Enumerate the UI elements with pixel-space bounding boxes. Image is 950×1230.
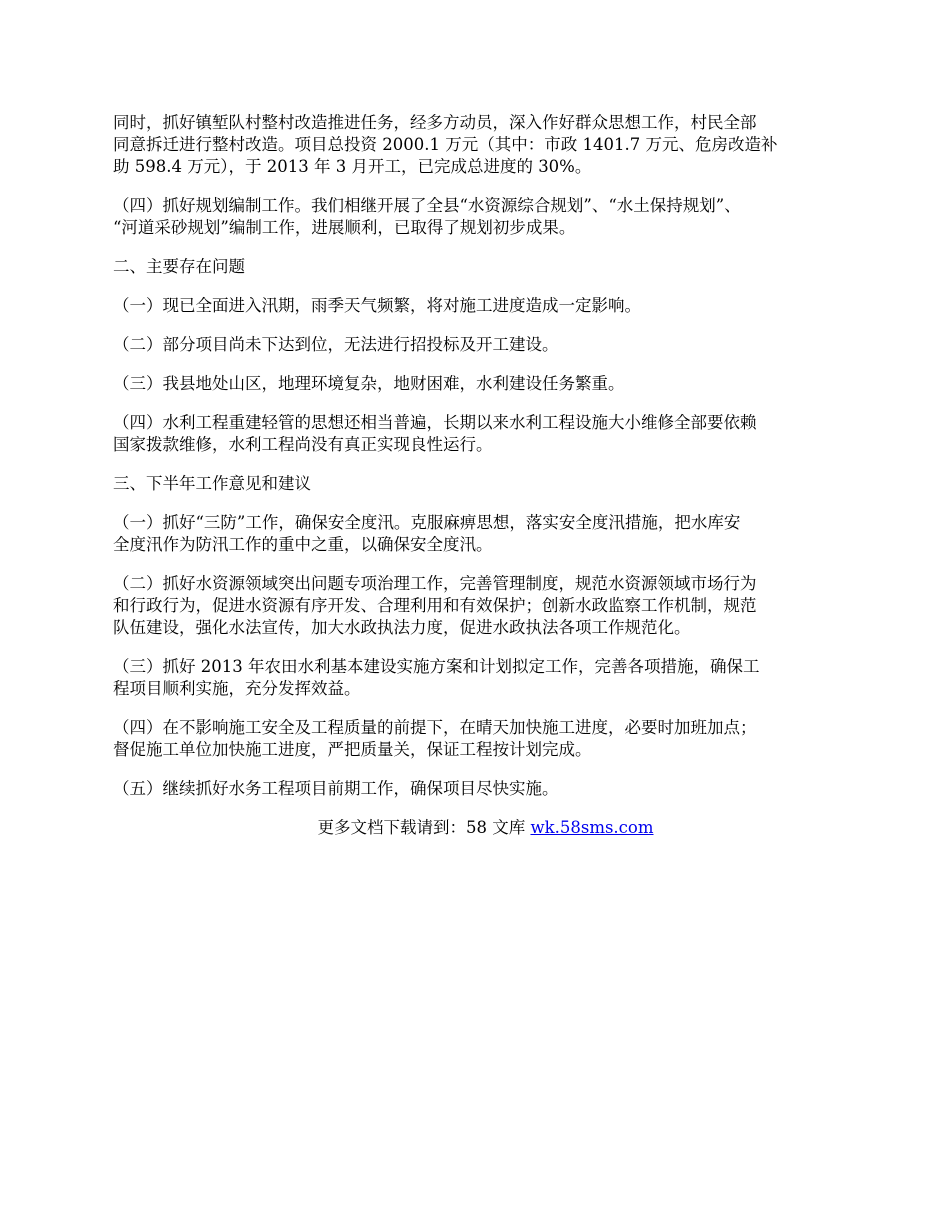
problem-item-4: （四）水利工程重建轻管的思想还相当普遍，长期以来水利工程设施大小维修全部要依赖 国家拨款维修，水利工程尚没有真正实现良性运行。 <box>113 413 757 454</box>
paragraph-planning-work: （四）抓好规划编制工作。我们相继开展了全县“水资源综合规划”、“水土保持规划”、 “河道采砂规划”编制工作，进展顺利，已取得了规划初步成果。 <box>113 196 741 237</box>
footer-link[interactable]: wk.58sms.com <box>530 818 654 837</box>
suggestion-item-5: （五）继续抓好水务工程项目前期工作，确保项目尽快实施。 <box>113 779 559 798</box>
suggestion-item-1: （一）抓好“三防”工作，确保安全度汛。克服麻痹思想，落实安全度汛措施，把水库安 全度汛作为防汛工作的重中之重，以确保安全度汛。 <box>113 513 741 554</box>
suggestion-item-2: （二）抓好水资源领域突出问题专项治理工作，完善管理制度，规范水资源领域市场行为 和行政行为，促进水资源有序开发、合理利用和有效保护；创新水政监察工作机制，规范 队伍建设，强化水法宣传，加大水政执法力度，促进水政执法各项工作规范化。 <box>113 574 757 637</box>
footer-download-note <box>113 817 858 839</box>
suggestion-item-3: （三）抓好 2013 年农田水利基本建设实施方案和计划拟定工作，完善各项措施，确保工 程项目顺利实施，充分发挥效益。 <box>113 657 760 698</box>
paragraph-village-renovation: 同时，抓好镇堑队村整村改造推进任务，经多方动员，深入作好群众思想工作，村民全部 同意拆迁进行整村改造。项目总投资 2000.1 万元（其中：市政 1401.7 万元、危房改造补 助 598.4 万元），于 2013 年 3 月开工，已完成总进度的 30%。 <box>113 113 778 176</box>
problem-item-2: （二）部分项目尚未下达到位，无法进行招投标及开工建设。 <box>113 335 559 354</box>
problem-item-3: （三）我县地处山区，地理环境复杂，地财困难，水利建设任务繁重。 <box>113 374 625 393</box>
document-body <box>113 112 858 839</box>
section-heading-problems: 二、主要存在问题 <box>113 257 245 276</box>
section-heading-suggestions: 三、下半年工作意见和建议 <box>113 474 311 493</box>
problem-item-1: （一）现已全面进入汛期，雨季天气频繁，将对施工进度造成一定影响。 <box>113 296 641 315</box>
suggestion-item-4: （四）在不影响施工安全及工程质量的前提下，在晴天加快施工进度，必要时加班加点； 督促施工单位加快施工进度，严把质量关，保证工程按计划完成。 <box>113 718 757 759</box>
footer-text: 更多文档下载请到：58 文库 <box>317 818 531 837</box>
